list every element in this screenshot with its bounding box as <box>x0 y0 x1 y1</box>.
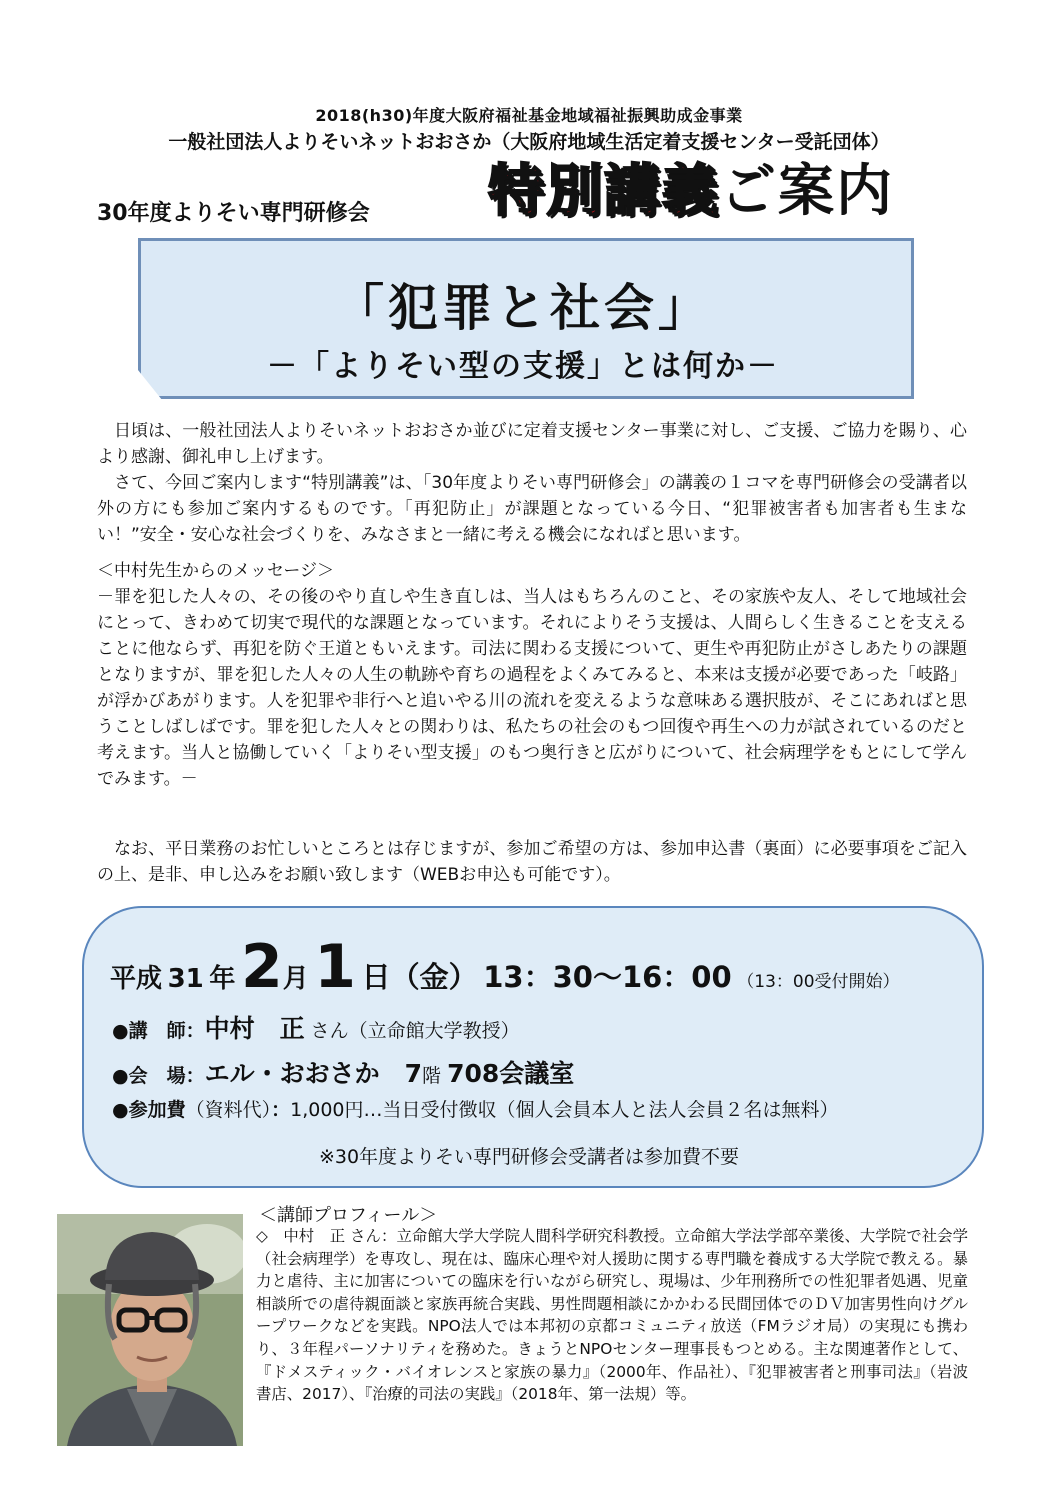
date-month-unit: 月 <box>282 964 309 994</box>
date-weekday: （金） <box>390 960 478 994</box>
date-year-unit: 年 <box>209 964 236 994</box>
fee-text: 1,000円…当日受付徴収（個人会員本人と法人会員２名は無料） <box>290 1099 839 1121</box>
date-year: 31 <box>167 964 204 994</box>
event-date <box>110 932 900 1002</box>
organizer-line: 一般社団法人よりそいネットおおさか（大阪府地域生活定着支援センター受託団体） <box>168 131 890 153</box>
event-time: 13：30〜16：00 <box>483 960 732 994</box>
profile-text: ◇ 中村 正 さん：立命館大学大学院人間科学研究科教授。立命館大学法学部卒業後、大学院で社会学（社会病理学）を専攻し、現在は、臨床心理や対人援助に関する専門職を養成する大学院で教える。暴力と虐待、主に加害についての臨床を行いながら研究し、現場は、少年刑務所での性犯罪者処遇、児童相談所での虐待親面談と家族再統合実践、男性問題相談にかかわる民間団体でのＤＶ加害男性向けグループワークなどを実践。NPO法人では本邦初の京都コミュニティ放送（FMラジオ局）の実現にも携わり、３年程パーソナリティを務めた。きょうとNPOセンター理事長もつとめる。主な関連著作として、『ドメスティック・バイオレンスと家族の暴力』（2000年、作品社）、『犯罪被害者と刑事司法』（岩波書店、2017）、『治療的司法の実践』（2018年、第一法規）等。 <box>256 1227 968 1404</box>
headline-announcement: ご案内 <box>720 159 894 224</box>
sub-title: －「よりそい型の支援」とは何か－ <box>267 349 779 384</box>
lecturer-photo <box>57 1214 243 1446</box>
greeting-paragraph: 日頃は、一般社団法人よりそいネットおおさか並びに定着支援センター事業に対し、ご支援、ご協力を賜り、心より感謝、御礼申し上げます。 <box>97 421 967 467</box>
message-paragraph: －罪を犯した人々の、その後のやり直しや生き直しは、当人はもちろんのこと、その家族や友人、そして地域社会にとって、きわめて切実で現代的な課題となっています。それによりそう支援は、人間らしく生きることを支えることに他ならず、再犯を防ぐ王道ともいえます。司法に関わる支援について、更生や再犯防止がさしあたりの課題となりますが、罪を犯した人々の人生の軌跡や育ちの過程をよくみてみると、本来は支援が必要であった「岐路」が浮かびあがります。人を犯罪や非行へと追いやる川の流れを変えるような意味ある選択肢が、そこにあればと思うことしばしばです。罪を犯した人々との関わりは、私たちの社会のもつ回復や再生への力が試されているのだと考えます。当人と協働していく「よりそい型支援」のもつ奥行きと広がりについて、社会病理学をもとにして学んでみます。－ <box>97 587 967 789</box>
fee-row <box>112 1101 839 1120</box>
lecturer-portrait-illustration <box>57 1214 243 1446</box>
headline <box>488 159 894 224</box>
funding-line: 2018(h30)年度大阪府福祉基金地域福祉振興助成金事業 <box>315 106 743 125</box>
date-era: 平成 <box>110 964 163 994</box>
application-paragraph: なお、平日業務のお忙しいところとは存じますが、参加ご希望の方は、参加申込書（裏面）に必要事項をご記入の上、是非、申し込みをお願い致します（WEBお申込も可能です）。 <box>97 839 967 885</box>
venue-label: ●会 場： <box>112 1065 205 1087</box>
series-title: 30年度よりそい専門研修会 <box>97 201 370 226</box>
purpose-paragraph: さて、今回ご案内します“特別講義”は、「30年度よりそい専門研修会」の講義の１コマを専門研修会の受講者以外の方にも参加ご案内するものです。「再犯防止」が課題となっている今日、“犯罪被害者も加害者も生まない！”安全・安心な社会づくりを、みなさまと一緒に考える機会になればと思います。 <box>97 473 967 545</box>
lecturer-label: ●講 師： <box>112 1020 205 1042</box>
venue-name: エル・おおさか 7 <box>204 1059 422 1088</box>
fee-paren: （資料代） <box>185 1099 272 1121</box>
profile-heading: ＜講師プロフィール＞ <box>259 1205 438 1226</box>
lecturer-row <box>112 1016 520 1041</box>
fee-note: ※30年度よりそい専門研修会受講者は参加費不要 <box>318 1146 740 1168</box>
date-month: 2 <box>240 932 283 1002</box>
date-day: 1 <box>314 932 357 1002</box>
venue-floor-unit: 階 <box>422 1065 442 1087</box>
fee-label: ●参加費 <box>112 1099 186 1121</box>
message-heading: ＜中村先生からのメッセージ＞ <box>97 561 334 581</box>
fee-colon: ： <box>271 1099 291 1121</box>
lecturer-affiliation: さん（立命館大学教授） <box>310 1020 520 1042</box>
date-day-unit: 日 <box>361 960 391 994</box>
headline-special-lecture: 特別講義 <box>488 159 720 224</box>
venue-row <box>112 1061 574 1086</box>
lecturer-name: 中村 正 <box>204 1014 305 1043</box>
main-title: 「犯罪と社会」 <box>334 279 712 337</box>
reception-time: （13：00受付開始） <box>737 972 900 992</box>
venue-room: 708会議室 <box>447 1059 575 1088</box>
